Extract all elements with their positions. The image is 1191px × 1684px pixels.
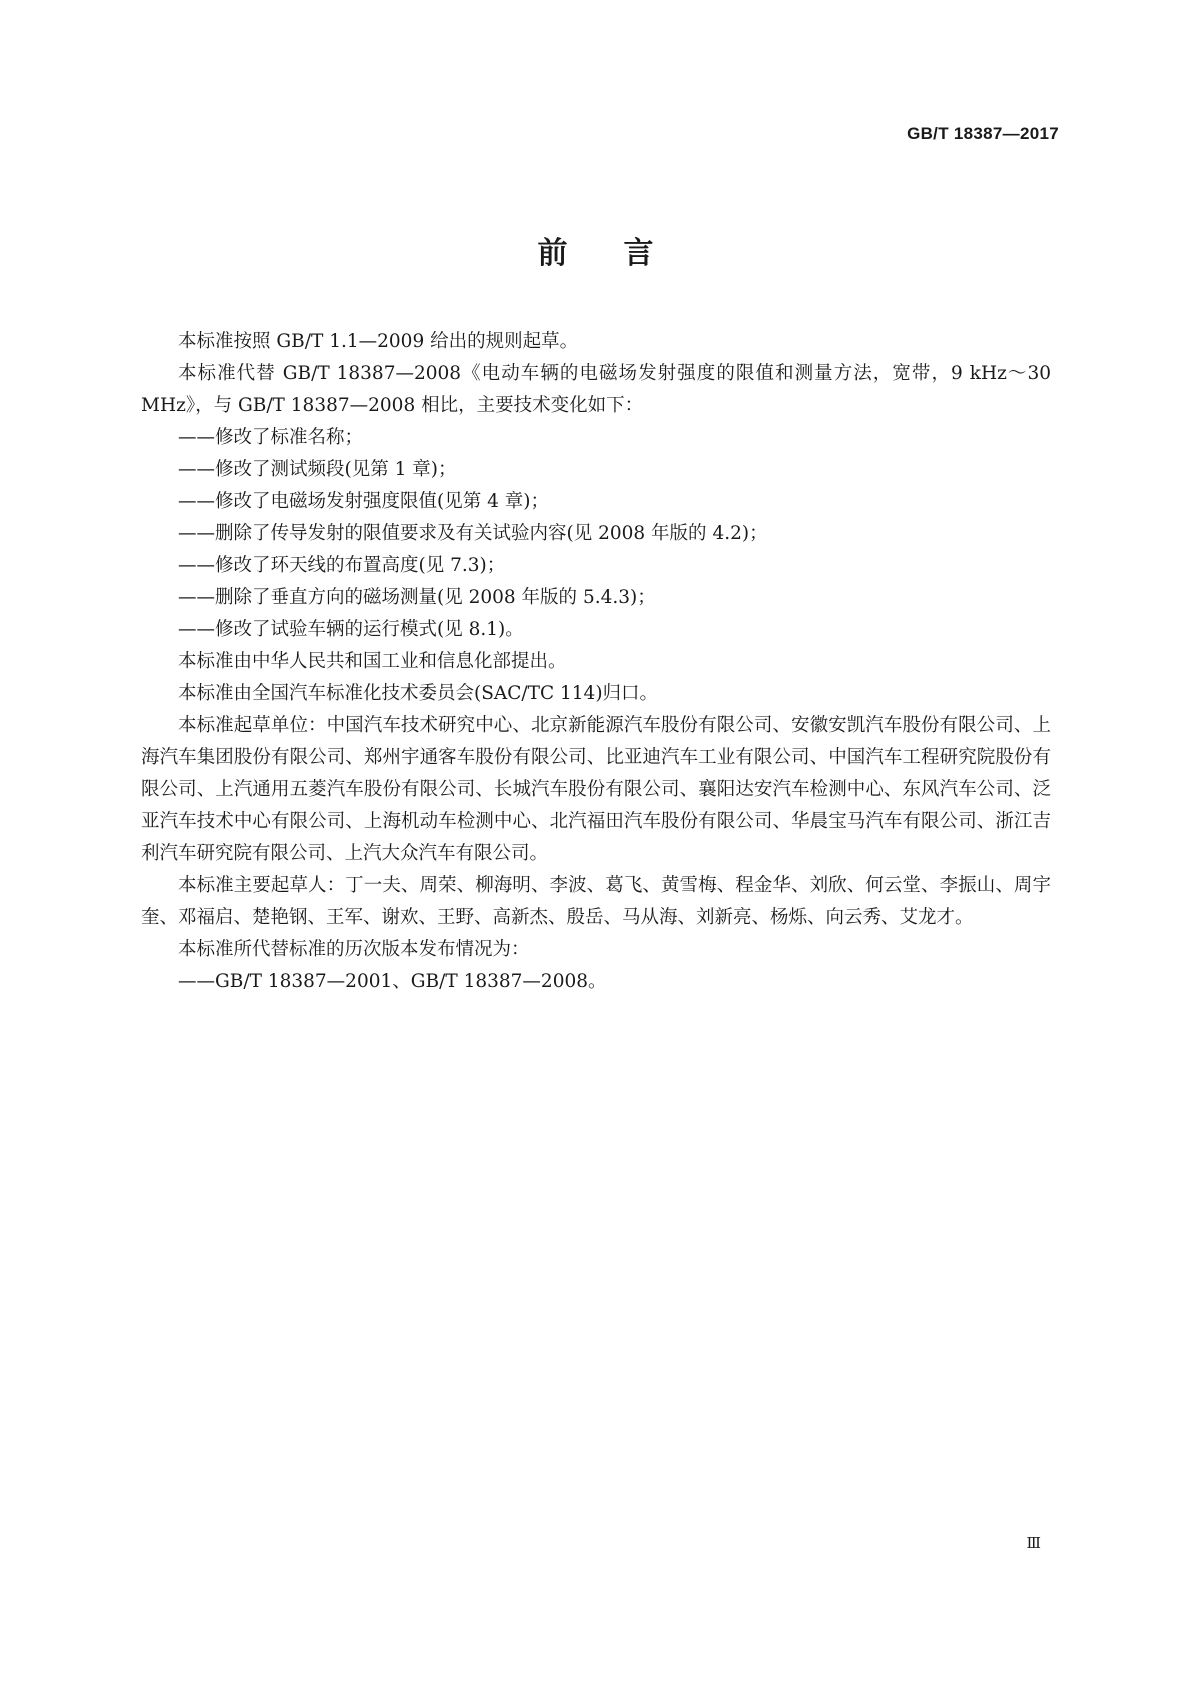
list-item-change: ——修改了电磁场发射强度限值(见第 4 章)；: [178, 491, 549, 512]
list-item-change: ——修改了标准名称；: [178, 427, 364, 448]
standard-number: GB/T 18387—2017: [907, 124, 1059, 143]
paragraph-replacement: 本标准代替 GB/T 18387—2008《电动车辆的电磁场发射强度的限值和测量方法，宽带，9 kHz～30 MHz》，与 GB/T 18387—2008 相比，主要技术变化如下：: [141, 363, 1051, 416]
list-item-change: ——修改了测试频段(见第 1 章)；: [178, 459, 457, 480]
paragraph-version-history: 本标准所代替标准的历次版本发布情况为：: [178, 939, 530, 960]
document-body: [141, 326, 1051, 998]
list-item-version: ——GB/T 18387—2001、GB/T 18387—2008。: [178, 971, 607, 992]
list-item-change: ——删除了垂直方向的磁场测量(见 2008 年版的 5.4.3)；: [178, 587, 656, 608]
list-item-change: ——修改了试验车辆的运行模式(见 8.1)。: [178, 619, 524, 640]
page-title: 前言: [537, 236, 710, 271]
page-number: Ⅲ: [1026, 1534, 1041, 1552]
paragraph-drafters: 本标准主要起草人：丁一夫、周荣、柳海明、李波、葛飞、黄雪梅、程金华、刘欣、何云堂、李振山、周宇奎、邓福启、楚艳钢、王军、谢欢、王野、高新杰、殷岳、马从海、刘新亮、杨烁、向云秀、艾龙才。: [141, 875, 1051, 928]
paragraph-proposer: 本标准由中华人民共和国工业和信息化部提出。: [178, 651, 567, 672]
list-item-change: ——删除了传导发射的限值要求及有关试验内容(见 2008 年版的 4.2)；: [178, 523, 768, 544]
paragraph-drafting-rules: 本标准按照 GB/T 1.1—2009 给出的规则起草。: [178, 331, 579, 352]
paragraph-committee: 本标准由全国汽车标准化技术委员会(SAC/TC 114)归口。: [178, 683, 659, 704]
paragraph-drafting-units: 本标准起草单位：中国汽车技术研究中心、北京新能源汽车股份有限公司、安徽安凯汽车股份有限公司、上海汽车集团股份有限公司、郑州宇通客车股份有限公司、比亚迪汽车工业有限公司、中国汽车工程研究院股份有限公司、上汽通用五菱汽车股份有限公司、长城汽车股份有限公司、襄阳达安汽车检测中心、东风汽车公司、泛亚汽车技术中心有限公司、上海机动车检测中心、北汽福田汽车股份有限公司、华晨宝马汽车有限公司、浙江吉利汽车研究院有限公司、上汽大众汽车有限公司。: [141, 715, 1051, 864]
list-item-change: ——修改了环天线的布置高度(见 7.3)；: [178, 555, 506, 576]
